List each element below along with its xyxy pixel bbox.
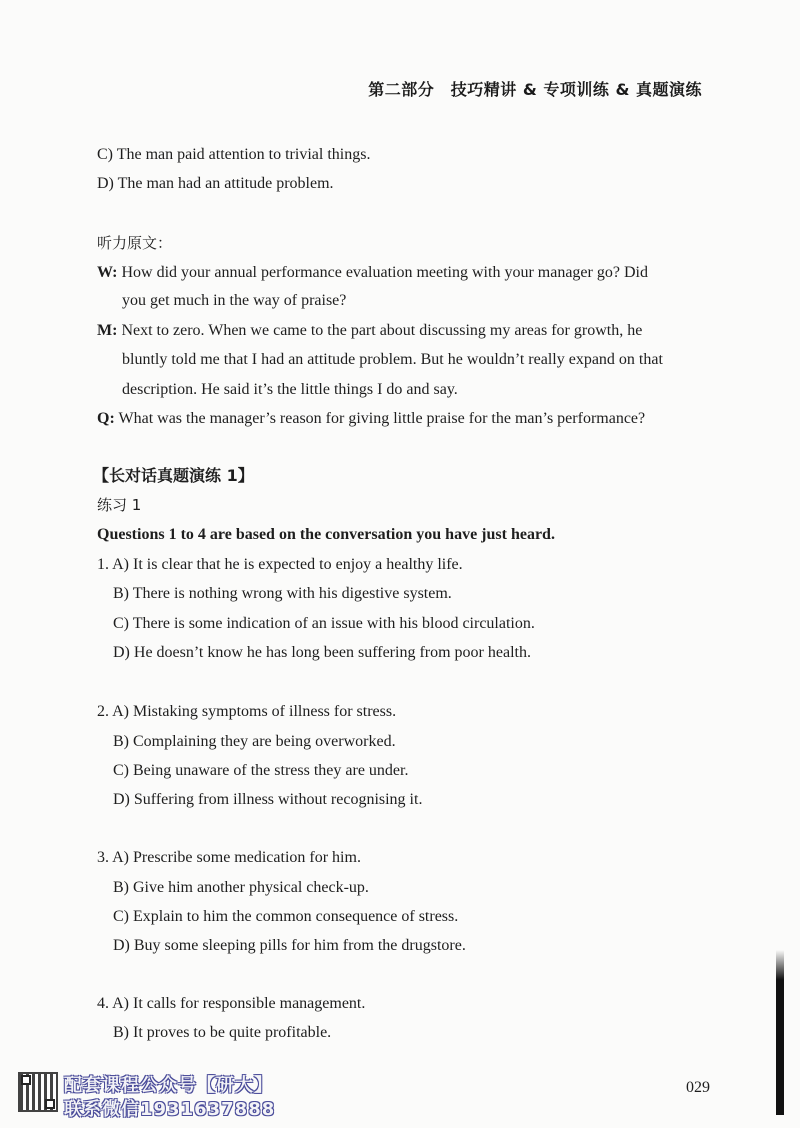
q3-option-b: B) Give him another physical check-up.: [113, 879, 369, 896]
q2-option-d: D) Suffering from illness without recognising it.: [113, 791, 423, 808]
watermark-line-2: 联系微信1931637888: [64, 1099, 276, 1120]
speaker-w-label: W:: [97, 264, 118, 281]
q3-option-d: D) Buy some sleeping pills for him from the drugstore.: [113, 937, 466, 954]
q2-option-b: B) Complaining they are being overworked.: [113, 733, 396, 750]
q2-option-c: C) Being unaware of the stress they are under.: [113, 762, 409, 779]
q1-option-b: B) There is nothing wrong with his digestive system.: [113, 585, 452, 602]
prev-option-c: C) The man paid attention to trivial things.: [97, 146, 371, 163]
transcript-heading: 听力原文：: [97, 234, 173, 252]
q1-option-c: C) There is some indication of an issue with his blood circulation.: [113, 615, 535, 632]
prev-option-d: D) The man had an attitude problem.: [97, 175, 334, 192]
scan-edge-shadow: [776, 950, 784, 1115]
transcript-m-line-2: bluntly told me that I had an attitude problem. But he wouldn’t really expand on that: [122, 351, 663, 368]
transcript-w-text-1: How did your annual performance evaluation meeting with your manager go? Did: [121, 264, 648, 281]
q4-option-a: 4. A) It calls for responsible management.: [97, 995, 366, 1012]
q1-option-a: 1. A) It is clear that he is expected to enjoy a healthy life.: [97, 556, 463, 573]
speaker-q-label: Q:: [97, 410, 115, 427]
transcript-m-line-1: [97, 321, 642, 341]
transcript-q-line: [97, 409, 645, 429]
section-title: 【长对话真题演练 1】: [93, 466, 254, 485]
q4-option-b: B) It proves to be quite profitable.: [113, 1024, 332, 1041]
watermark-line-1: 配套课程公众号【研大】: [64, 1075, 273, 1096]
q3-option-c: C) Explain to him the common consequence of stress.: [113, 908, 459, 925]
page-number: 029: [686, 1079, 710, 1096]
running-header: 第二部分 技巧精讲 & 专项训练 & 真题演练: [368, 80, 702, 99]
transcript-w-line-2: you get much in the way of praise?: [122, 292, 347, 309]
transcript-w-line-1: [97, 263, 648, 283]
speaker-m-label: M:: [97, 322, 118, 339]
transcript-q-text: What was the manager’s reason for giving little praise for the man’s performance?: [118, 410, 646, 427]
qr-code-icon: [18, 1072, 58, 1112]
transcript-m-text-1: Next to zero. When we came to the part about discussing my areas for growth, he: [121, 322, 643, 339]
q1-option-d: D) He doesn’t know he has long been suffering from poor health.: [113, 644, 531, 661]
q3-option-a: 3. A) Prescribe some medication for him.: [97, 849, 361, 866]
transcript-m-line-3: description. He said it’s the little things I do and say.: [122, 381, 458, 398]
section-instruction: Questions 1 to 4 are based on the conversation you have just heard.: [97, 526, 555, 543]
exercise-label: 练习 1: [97, 496, 142, 514]
q2-option-a: 2. A) Mistaking symptoms of illness for stress.: [97, 703, 397, 720]
